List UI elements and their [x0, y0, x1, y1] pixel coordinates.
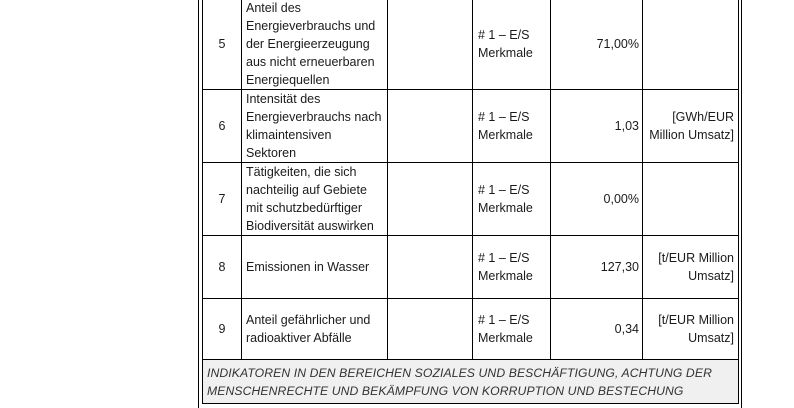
indicator-label: Anteil gefährlicher und radioaktiver Abfälle	[242, 299, 388, 360]
category-line-1: # 1 – E/S	[478, 28, 530, 42]
section-header-row	[203, 360, 739, 404]
row-number: 9	[203, 299, 242, 360]
unit-cell: [t/EUR Million Umsatz]	[643, 299, 739, 360]
section-header-social: INDIKATOREN IN DEN BEREICHEN SOZIALES UND BESCHÄFTIGUNG, ACHTUNG DER MENSCHENRECHTE UND BEKÄMPFUNG VON KORRUPTION UND BESTECHUNG	[203, 360, 739, 404]
empty-cell	[388, 0, 473, 90]
category-cell	[473, 236, 551, 299]
category-cell	[473, 299, 551, 360]
row-number: 6	[203, 90, 242, 163]
table-row	[203, 163, 739, 236]
value-cell: 0,34	[551, 299, 643, 360]
row-number: 5	[203, 0, 242, 90]
category-cell	[473, 90, 551, 163]
indicator-label: Intensität des Energieverbrauchs nach klimaintensiven Sektoren	[242, 90, 388, 163]
unit-cell: [t/EUR Million Umsatz]	[643, 236, 739, 299]
category-line-2: Merkmale	[478, 269, 533, 283]
category-cell	[473, 0, 551, 90]
indicator-label: Emissionen in Wasser	[242, 236, 388, 299]
category-line-1: # 1 – E/S	[478, 313, 530, 327]
unit-cell	[643, 163, 739, 236]
value-cell: 71,00%	[551, 0, 643, 90]
unit-cell: [GWh/EUR Million Umsatz]	[643, 90, 739, 163]
table-row	[203, 236, 739, 299]
value-cell: 0,00%	[551, 163, 643, 236]
empty-cell	[388, 163, 473, 236]
category-line-1: # 1 – E/S	[478, 183, 530, 197]
pai-indicator-table	[202, 0, 739, 404]
category-line-2: Merkmale	[478, 201, 533, 215]
category-line-2: Merkmale	[478, 128, 533, 142]
unit-cell	[643, 0, 739, 90]
value-cell: 127,30	[551, 236, 643, 299]
table-row	[203, 0, 739, 90]
row-number: 7	[203, 163, 242, 236]
category-line-2: Merkmale	[478, 46, 533, 60]
indicator-label: Anteil des Energieverbrauchs und der Energieerzeugung aus nicht erneuerbaren Energiequellen	[242, 0, 388, 90]
category-line-1: # 1 – E/S	[478, 110, 530, 124]
table-row	[203, 90, 739, 163]
category-line-1: # 1 – E/S	[478, 251, 530, 265]
row-number: 8	[203, 236, 242, 299]
empty-cell	[388, 299, 473, 360]
empty-cell	[388, 90, 473, 163]
empty-cell	[388, 236, 473, 299]
category-cell	[473, 163, 551, 236]
table-row	[203, 299, 739, 360]
category-line-2: Merkmale	[478, 331, 533, 345]
value-cell: 1,03	[551, 90, 643, 163]
indicator-label: Tätigkeiten, die sich nachteilig auf Gebiete mit schutzbedürftiger Biodiversität auswirken	[242, 163, 388, 236]
